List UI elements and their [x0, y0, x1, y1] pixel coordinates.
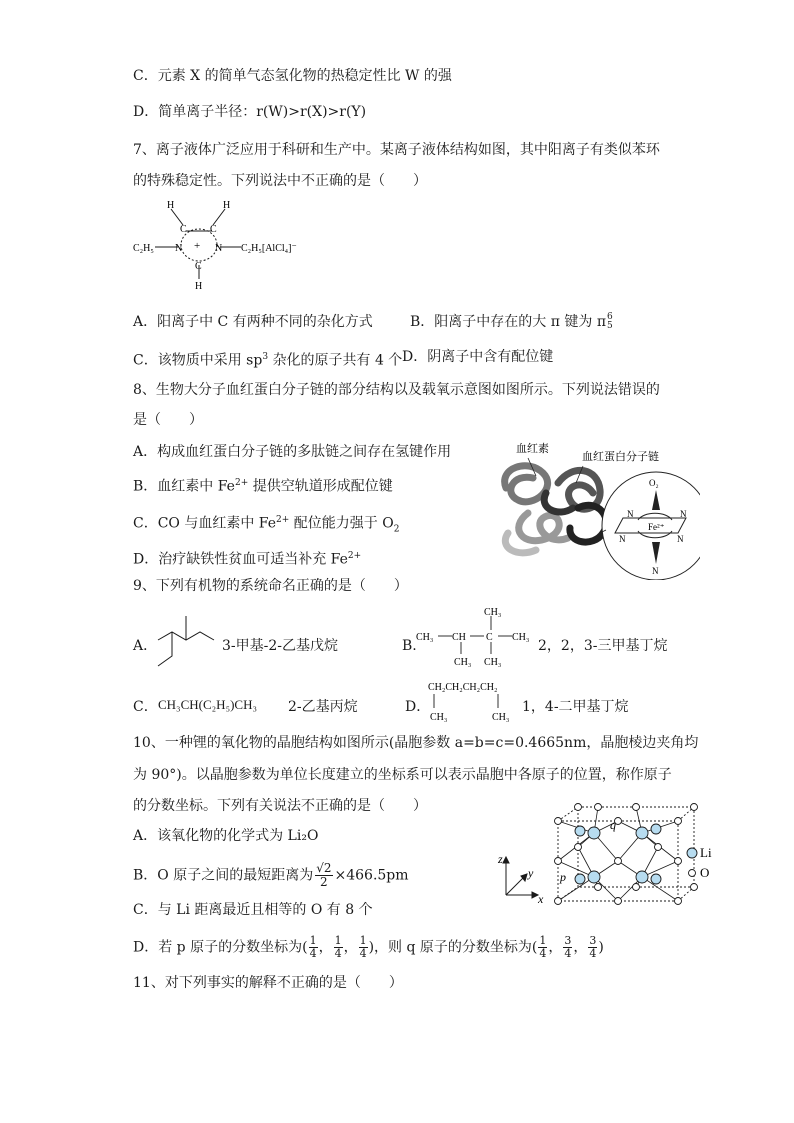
q9b-ch3-left: CH₃ — [416, 632, 434, 643]
q8-n-label-2: N — [680, 509, 687, 519]
q7-n-right: N — [215, 243, 223, 254]
q10-option-a: A．该氧化物的化学式为 Li₂O — [133, 828, 319, 844]
q9-option-a-letter: A． — [133, 638, 158, 654]
q10-legend-li: Li — [700, 845, 712, 860]
q8-n-label-1: N — [627, 509, 634, 519]
q6-option-d: D．简单离子半径：r(W)>r(X)>r(Y) — [133, 104, 367, 120]
p-frac-3: $\frac{1}{4}$ — [359, 934, 367, 960]
q9-option-d-letter: D． — [405, 699, 431, 715]
q8-option-b: B．血红素中 $Fe^{2+}$ 提供空轨道形成配位键 — [133, 478, 393, 495]
q7-c-right: C — [210, 224, 217, 235]
q7-h-top-left: H — [167, 200, 175, 211]
q10-stem-line3: 的分数坐标。下列有关说法不正确的是（ ） — [133, 798, 427, 814]
q7-stem-line2: 的特殊稳定性。下列说法中不正确的是（ ） — [133, 173, 427, 189]
q8-option-c: C．CO 与血红素中 $Fe^{2+}$ 配位能力强于 $O_2$ — [133, 515, 400, 535]
q10-legend-li-marker — [687, 848, 697, 858]
q8-option-d: D．治疗缺铁性贫血可适当补充 $Fe^{2+}$ — [133, 551, 362, 568]
q7-option-c: C．该物质中采用 $sp^3$ 杂化的原子共有 4 个 — [133, 352, 403, 369]
q9-option-a-name: 3-甲基-2-乙基戊烷 — [222, 638, 339, 654]
q9-option-c-formula: CH₃CH(C₂H₅)CH₃ — [158, 697, 258, 712]
q10-option-d: D．若 p 原子的分数坐标为( $\frac{1}{4}$ ， $\frac{1}{4}$ ， $\frac{1}{4}$ )，则 q 原子的分数坐标为( $\frac{1}{4}$ ， $\frac{3}{4}$ ， $\frac{3}{4}$ ) — [133, 934, 604, 960]
q9b-ch3-bottom-2: CH₃ — [484, 657, 502, 668]
q7-ethyl-anion-right: C₂H₅[AlCl₄]⁻ — [241, 243, 297, 254]
q8-n-label-5: N — [652, 566, 659, 576]
q8-heme-label: 血红素 — [516, 443, 549, 455]
q9-option-d-structure — [428, 678, 524, 726]
q8-fe-label: Fe²⁺ — [648, 522, 665, 532]
q7-ionic-liquid-structure — [133, 195, 313, 295]
q9d-chain: CH₂CH₂CH₂CH₂ — [428, 682, 498, 693]
q7-n-left: N — [175, 243, 183, 254]
q7-h-bottom: H — [195, 281, 203, 292]
q10-label-q: q — [610, 818, 616, 832]
q9b-ch: CH — [452, 632, 466, 643]
q9-stem: 9、下列有机物的系统命名正确的是（ ） — [133, 578, 408, 594]
q9-option-b-structure — [414, 606, 536, 672]
q-frac-3: $\frac{3}{4}$ — [589, 934, 597, 960]
q9b-ch3-bottom-1: CH₃ — [454, 657, 472, 668]
q11-stem: 11、对下列事实的解释不正确的是（ ） — [133, 975, 403, 991]
q10-option-c: C．与 Li 距离最近且相等的 O 有 8 个 — [133, 902, 373, 918]
q9b-c: C — [486, 632, 493, 643]
q10-axis-y: y — [528, 866, 534, 880]
q7-c-bottom: C — [195, 261, 202, 272]
q10-legend-o-marker — [689, 870, 696, 877]
q9d-ch3-left: CH₃ — [430, 712, 448, 723]
q7-h-top-right: H — [223, 200, 231, 211]
q9-option-c-name: 2-乙基丙烷 — [288, 699, 358, 715]
q9-option-a-skeletal — [152, 610, 222, 674]
q9-option-d-name: 1，4-二甲基丁烷 — [522, 699, 629, 715]
q8-n-label-4: N — [677, 534, 684, 544]
q9-option-c-letter: C． — [133, 699, 158, 715]
q10-crystal-cell-figure — [494, 803, 726, 911]
q9d-ch3-right: CH₃ — [492, 712, 510, 723]
p-frac-1: $\frac{1}{4}$ — [309, 934, 317, 960]
q8-stem-line1: 8、生物大分子血红蛋白分子链的部分结构以及载氧示意图如图所示。下列说法错误的 — [133, 382, 660, 398]
q10-stem-line1: 10、一种锂的氧化物的晶胞结构如图所示(晶胞参数 a=b=c=0.4665nm，晶胞棱边夹角均 — [133, 735, 699, 751]
q9b-ch3-right: CH₃ — [512, 632, 530, 643]
q10-stem-line2: 为 90°)。以晶胞参数为单位长度建立的坐标系可以表示晶胞中各原子的位置，称作原子 — [133, 767, 672, 783]
q10-axis-z: z — [498, 852, 503, 866]
q7-stem-line1: 7、离子液体广泛应用于科研和生产中。某离子液体结构如图，其中阳离子有类似苯环 — [133, 142, 660, 158]
p-frac-2: $\frac{1}{4}$ — [334, 934, 342, 960]
q9-option-b-name: 2，2，3-三甲基丁烷 — [538, 638, 668, 654]
q7-plus-sign: + — [194, 240, 201, 252]
q10-label-p: p — [560, 870, 566, 884]
q8-option-a: A．构成血红蛋白分子链的多肽链之间存在氢键作用 — [133, 444, 452, 460]
q10-option-b: B．O 原子之间的最短距离为 $\frac{√2}{2}$ ×466.5pm — [133, 861, 409, 889]
q7-option-d: D．阴离子中含有配位键 — [402, 349, 554, 365]
q8-chain-label: 血红蛋白分子链 — [582, 451, 659, 463]
q7-option-b: B．阳离子中存在的大 π 键为 π 6 5 — [410, 312, 613, 331]
q8-o2-label: O₂ — [649, 478, 659, 488]
q7-option-a: A．阳离子中 C 有两种不同的杂化方式 — [133, 314, 373, 330]
q6-option-c: C．元素 X 的简单气态氢化物的热稳定性比 W 的强 — [133, 68, 452, 84]
q7-ethyl-left: C₂H₅ — [133, 243, 154, 254]
q10-legend-o: O — [700, 865, 710, 880]
q8-protein-chains — [505, 466, 607, 553]
q8-stem-line2: 是（ ） — [133, 412, 203, 428]
q9b-ch3-top: CH₃ — [484, 607, 502, 618]
q7-c-left: C — [180, 224, 187, 235]
q-frac-2: $\frac{3}{4}$ — [564, 934, 572, 960]
q10-axis-x: x — [538, 892, 544, 906]
q8-hemoglobin-figure — [488, 438, 700, 580]
q-frac-1: $\frac{1}{4}$ — [539, 934, 547, 960]
q9-option-b-letter: B. — [402, 638, 417, 654]
q8-n-label-3: N — [619, 534, 626, 544]
